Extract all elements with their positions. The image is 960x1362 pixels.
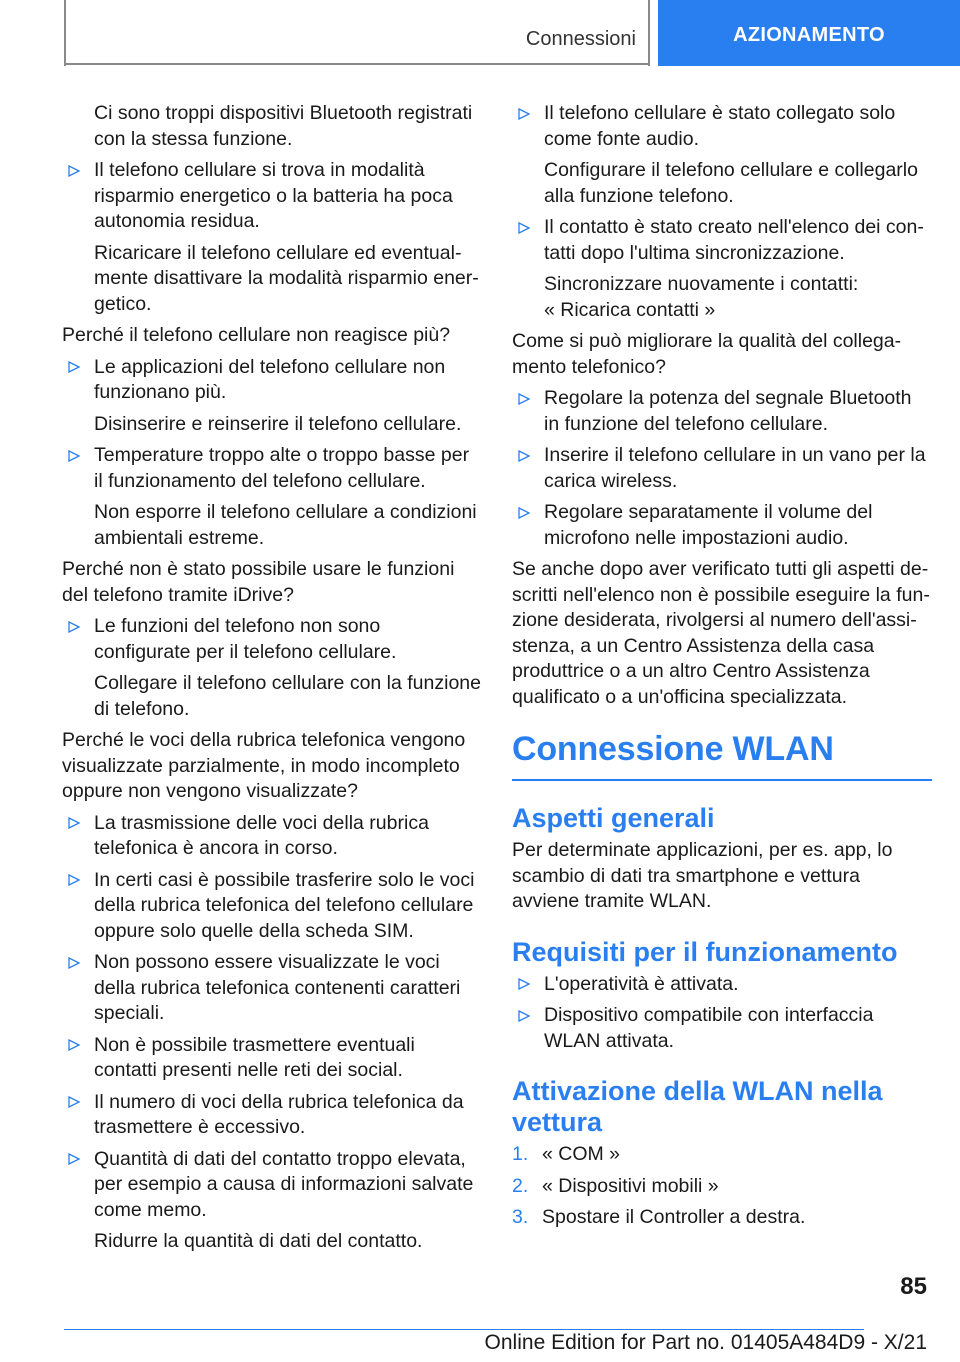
right-column (512, 101, 932, 1237)
step-text: « Dispositivi mobili » (542, 1174, 719, 1197)
list-item-text: Le funzioni del telefono non sono configurate per il telefono cellulare. (94, 615, 397, 663)
solution-text: Ricaricare il telefono cellulare ed eventualmente disattivare la modalità risparmio energetico. (94, 241, 479, 315)
triangle-right-outline-icon (64, 868, 84, 893)
solution-text: Ridurre la quantità di dati del contatto. (94, 1230, 423, 1252)
list-item (512, 443, 932, 494)
triangle-right-outline-icon (64, 443, 84, 468)
list-item-text: Regolare separatamente il volume del microfono nelle impostazioni audio. (544, 501, 873, 549)
triangle-right-outline-icon (64, 811, 84, 836)
list-item-text: Quantità di dati del contatto troppo elevata, per esempio a causa di informazioni salvate come memo. (94, 1147, 474, 1221)
triangle-right-outline-icon (64, 1033, 84, 1058)
triangle-right-outline-icon (64, 1147, 84, 1172)
left-column (62, 101, 482, 1261)
triangle-right-outline-icon (64, 950, 84, 975)
footer-rule (64, 1329, 864, 1330)
question-text: Perché le voci della rubrica telefonica vengono visualizzate parzialmente, in modo incompleto oppure non vengono visualizzate? (62, 729, 466, 802)
edition-text: Online Edition for Part no. 01405A484D9 - X/21 (484, 1331, 927, 1354)
subsection-heading: Requisiti per il funzionamento (512, 936, 898, 967)
list-item (512, 101, 932, 152)
list-item (62, 443, 482, 494)
list-item (62, 158, 482, 235)
step-number: 2. (512, 1174, 529, 1197)
triangle-right-outline-icon (64, 614, 84, 639)
list-item (62, 355, 482, 406)
list-item-text: La trasmissione delle voci della rubrica telefonica è ancora in corso. (94, 811, 429, 859)
list-item-text: In certi casi è possibile trasferire solo le voci della rubrica telefonica del telefono cellulare oppure solo quelle della scheda SIM. (94, 868, 475, 942)
list-item-text: Il contatto è stato creato nell'elenco dei contatti dopo l'ultima sincronizzazione. (544, 216, 924, 264)
list-item (512, 215, 932, 266)
list-item (62, 868, 482, 945)
list-item (62, 614, 482, 665)
numbered-step (512, 1142, 932, 1168)
paragraph-text: Per determinate applicazioni, per es. app, lo scambio di dati tra smartphone e vettura avviene tramite WLAN. (512, 839, 893, 912)
solution-text: Non esporre il telefono cellulare a condizioni ambientali estreme. (94, 501, 477, 549)
solution-text: Disinserire e reinserire il telefono cellulare. (94, 412, 462, 435)
subsection-heading: Aspetti generali (512, 803, 715, 833)
solution-text: Collegare il telefono cellulare con la funzione di telefono. (94, 672, 481, 720)
list-item (62, 950, 482, 1027)
list-item-text: Dispositivo compatibile con interfaccia WLAN attivata. (544, 1004, 874, 1052)
page-number: 85 (900, 1273, 927, 1300)
list-item-text: Temperature troppo alte o troppo basse per il funzionamento del telefono cellulare. (94, 444, 470, 492)
list-item (62, 1090, 482, 1141)
solution-text: Configurare il telefono cellulare e collegarlo alla funzione telefono. (544, 159, 918, 207)
list-item (62, 1147, 482, 1224)
list-item (512, 1003, 932, 1054)
subsection-heading: Attivazione della WLAN nella vettura (512, 1076, 883, 1137)
list-item (512, 386, 932, 437)
list-item-text: Il telefono cellulare è stato collegato solo come fonte audio. (544, 102, 896, 150)
list-item-text: Inserire il telefono cellulare in un vano per la carica wireless. (544, 444, 926, 492)
list-item-text: L'operatività è attivata. (544, 972, 739, 995)
list-item-text: Il numero di voci della rubrica telefonica da trasmettere è eccessivo. (94, 1090, 464, 1138)
question-text: Come si può migliorare la qualità del collegamento telefonico? (512, 330, 902, 378)
step-text: Spostare il Controller a destra. (542, 1206, 806, 1228)
list-item-text: Non possono essere visualizzate le voci della rubrica telefonica contenenti caratteri speciali. (94, 951, 461, 1024)
list-item-text: Regolare la potenza del segnale Bluetooth in funzione del telefono cellulare. (544, 387, 912, 435)
question-text: Perché non è stato possibile usare le funzioni del telefono tramite iDrive? (62, 558, 455, 606)
triangle-right-outline-icon (514, 500, 534, 525)
triangle-right-outline-icon (64, 158, 84, 183)
triangle-right-outline-icon (64, 1090, 84, 1115)
header-bottom-rule (64, 63, 650, 65)
solution-text-line: Sincronizzare nuovamente i contatti: (544, 273, 859, 295)
section-heading: Connessione WLAN (512, 730, 932, 781)
step-number: 1. (512, 1143, 529, 1165)
list-item (62, 811, 482, 862)
triangle-right-outline-icon (514, 443, 534, 468)
list-item-text: Il telefono cellulare si trova in modalità risparmio energetico o la batteria ha poca autonomia residua. (94, 159, 453, 232)
solution-text (512, 272, 932, 323)
step-number: 3. (512, 1206, 529, 1228)
list-item (512, 972, 932, 998)
triangle-right-outline-icon (64, 355, 84, 380)
numbered-step (512, 1205, 932, 1231)
header-section-title: Connessioni (525, 28, 636, 50)
list-item-text: Non è possibile trasmettere eventuali contatti presenti nelle reti dei social. (94, 1033, 415, 1081)
step-text: « COM » (542, 1143, 621, 1165)
triangle-right-outline-icon (514, 972, 534, 997)
list-item (62, 1033, 482, 1084)
header-chapter-tab[interactable]: AZIONAMENTO (658, 0, 960, 66)
triangle-right-outline-icon (514, 1003, 534, 1028)
list-item-text: Le applicazioni del telefono cellulare non funzionano più. (94, 355, 446, 403)
triangle-right-outline-icon (514, 215, 534, 240)
header-right-rule (648, 0, 650, 66)
numbered-step (512, 1174, 932, 1200)
triangle-right-outline-icon (514, 101, 534, 126)
menu-path-text: « Ricarica contatti » (544, 298, 716, 321)
list-item (512, 500, 932, 551)
question-text: Perché il telefono cellulare non reagisce più? (62, 324, 451, 346)
triangle-right-outline-icon (514, 386, 534, 411)
paragraph-text: Se anche dopo aver verificato tutti gli aspetti descritti nell'elenco non è possibile eseguire la funzione desiderata, rivolgersi al numero dell'assistenza, a un Centro Assistenza della casa produttrice o a un altro Centro Assistenza qualificato o a un'officina specializzata. (512, 558, 930, 708)
solution-text: Ci sono troppi dispositivi Bluetooth registrati con la stessa funzione. (94, 102, 473, 150)
